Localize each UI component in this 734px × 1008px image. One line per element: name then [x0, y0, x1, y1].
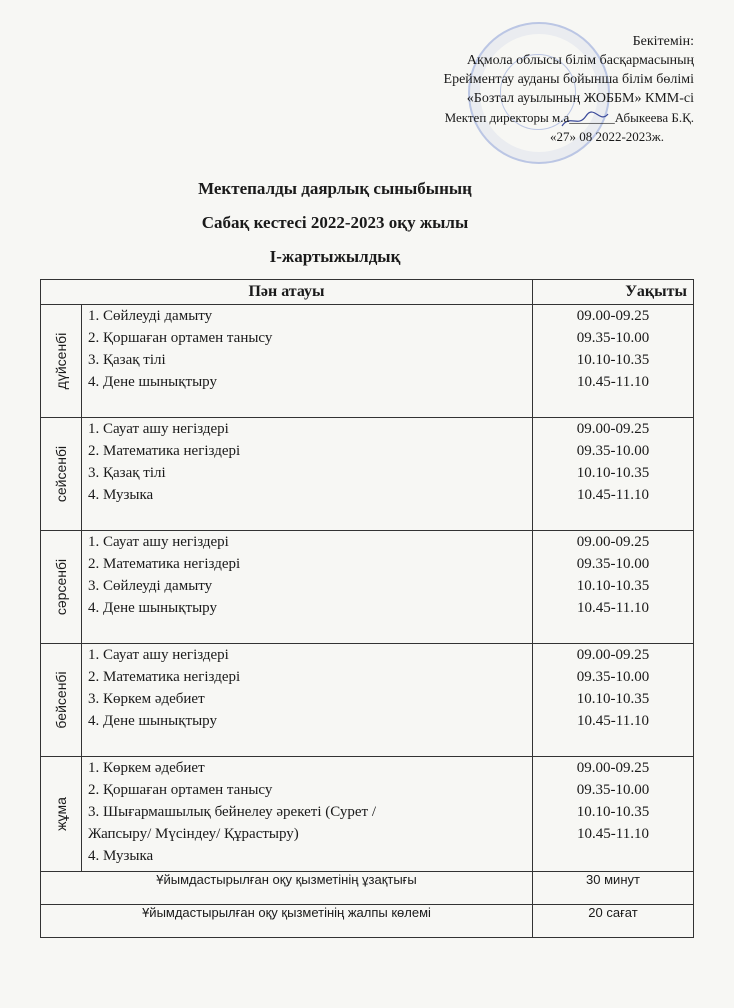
title-line-1: Мектепалды даярлық сыныбының	[198, 179, 472, 198]
subject-item: 4. Музыка	[88, 487, 154, 503]
time-slot: 09.00-09.25	[576, 647, 650, 663]
approval-heading: Бекітемін:	[632, 34, 694, 49]
time-slot: 10.45-11.10	[577, 374, 649, 390]
times-cell	[533, 305, 694, 418]
schedule-table	[40, 279, 694, 938]
header-subject: Пән атауы	[41, 280, 533, 305]
subject-item: 1. Сөйлеуді дамыту	[88, 308, 213, 324]
time-slot: 10.10-10.35	[576, 804, 650, 820]
day-label: бейсенбі	[53, 671, 69, 729]
subject-item: 3. Қазақ тілі	[88, 465, 166, 481]
subject-item: 4. Дене шынықтыру	[88, 374, 217, 390]
approval-date: «27» 08 2022-2023ж.	[549, 129, 664, 144]
time-slot: 10.45-11.10	[577, 713, 649, 729]
subject-item: Жапсыру/ Мүсіндеу/ Құрастыру)	[88, 826, 299, 842]
day-label: дүйсенбі	[53, 332, 69, 390]
day-cell	[41, 644, 82, 757]
time-slot: 09.35-10.00	[576, 556, 650, 572]
day-rows	[41, 305, 694, 872]
subject-item: 3. Сөйлеуді дамыту	[88, 578, 213, 594]
time-slot: 10.10-10.35	[576, 578, 650, 594]
subjects-cell	[82, 531, 533, 644]
time-slot: 09.00-09.25	[576, 308, 650, 324]
subject-item: 1. Сауат ашу негіздері	[88, 647, 229, 663]
table-header-row	[41, 280, 694, 305]
footer-row	[41, 872, 694, 905]
day-cell	[41, 757, 82, 872]
subject-item: 1. Сауат ашу негіздері	[88, 534, 229, 550]
subject-item: 2. Қоршаған ортамен танысу	[88, 782, 273, 798]
footer-value: 20 сағат	[533, 905, 694, 938]
subject-item: 3. Қазақ тілі	[88, 352, 166, 368]
time-slot: 09.00-09.25	[576, 760, 650, 776]
times-cell	[533, 757, 694, 872]
subjects-cell	[82, 305, 533, 418]
time-slot: 10.10-10.35	[576, 352, 650, 368]
table-row	[41, 305, 694, 418]
subject-item: 4. Музыка	[88, 848, 154, 864]
subject-item: 1. Сауат ашу негіздері	[88, 421, 229, 437]
footer-label: Ұйымдастырылған оқу қызметінің ұзақтығы	[41, 872, 533, 905]
footer-rows	[41, 872, 694, 938]
approval-org-2: Ерейментау ауданы бойынша білім бөлімі	[443, 72, 694, 87]
subject-item: 1. Көркем әдебиет	[88, 760, 205, 776]
time-slot: 10.10-10.35	[576, 465, 650, 481]
day-cell	[41, 305, 82, 418]
time-slot: 09.35-10.00	[576, 443, 650, 459]
day-label: сейсенбі	[53, 445, 69, 503]
subject-item: 2. Математика негіздері	[88, 443, 241, 459]
subject-item: 4. Дене шынықтыру	[88, 600, 217, 616]
footer-label: Ұйымдастырылған оқу қызметінің жалпы көлемі	[41, 905, 533, 938]
time-slot: 10.45-11.10	[577, 600, 649, 616]
time-slot: 09.35-10.00	[576, 669, 650, 685]
subjects-cell	[82, 644, 533, 757]
time-slot: 09.35-10.00	[576, 330, 650, 346]
approval-org-3: «Бозтал ауылының ЖОББМ» КММ-сі	[466, 91, 694, 106]
title-line-3: І-жартыжылдық	[269, 247, 401, 266]
subject-item: 2. Математика негіздері	[88, 669, 241, 685]
subject-item: 4. Дене шынықтыру	[88, 713, 217, 729]
subject-item: 3. Шығармашылық бейнелеу әрекеті (Сурет /	[88, 804, 377, 820]
footer-value: 30 минут	[533, 872, 694, 905]
table-row	[41, 644, 694, 757]
times-cell	[533, 531, 694, 644]
day-cell	[41, 531, 82, 644]
document-title	[0, 172, 670, 274]
footer-row	[41, 905, 694, 938]
day-cell	[41, 418, 82, 531]
approval-director: Мектеп директоры м.а_______Абыкеева Б.Қ.	[444, 110, 694, 125]
header-time: Уақыты	[533, 280, 694, 305]
day-label: жұма	[53, 797, 69, 831]
time-slot: 10.45-11.10	[577, 826, 649, 842]
day-label: сәрсенбі	[53, 558, 69, 616]
subjects-cell	[82, 757, 533, 872]
subject-item: 2. Қоршаған ортамен танысу	[88, 330, 273, 346]
time-slot: 10.10-10.35	[576, 691, 650, 707]
times-cell	[533, 644, 694, 757]
times-cell	[533, 418, 694, 531]
subject-item: 3. Көркем әдебиет	[88, 691, 205, 707]
time-slot: 09.00-09.25	[576, 421, 650, 437]
subjects-cell	[82, 418, 533, 531]
approval-org-1: Ақмола облысы білім басқармасының	[466, 53, 694, 68]
time-slot: 10.45-11.10	[577, 487, 649, 503]
time-slot: 09.00-09.25	[576, 534, 650, 550]
approval-block	[444, 32, 694, 146]
time-slot: 09.35-10.00	[576, 782, 650, 798]
table-row	[41, 531, 694, 644]
subject-item: 2. Математика негіздері	[88, 556, 241, 572]
table-row	[41, 418, 694, 531]
title-line-2: Сабақ кестесі 2022-2023 оқу жылы	[201, 213, 469, 232]
table-row	[41, 757, 694, 872]
